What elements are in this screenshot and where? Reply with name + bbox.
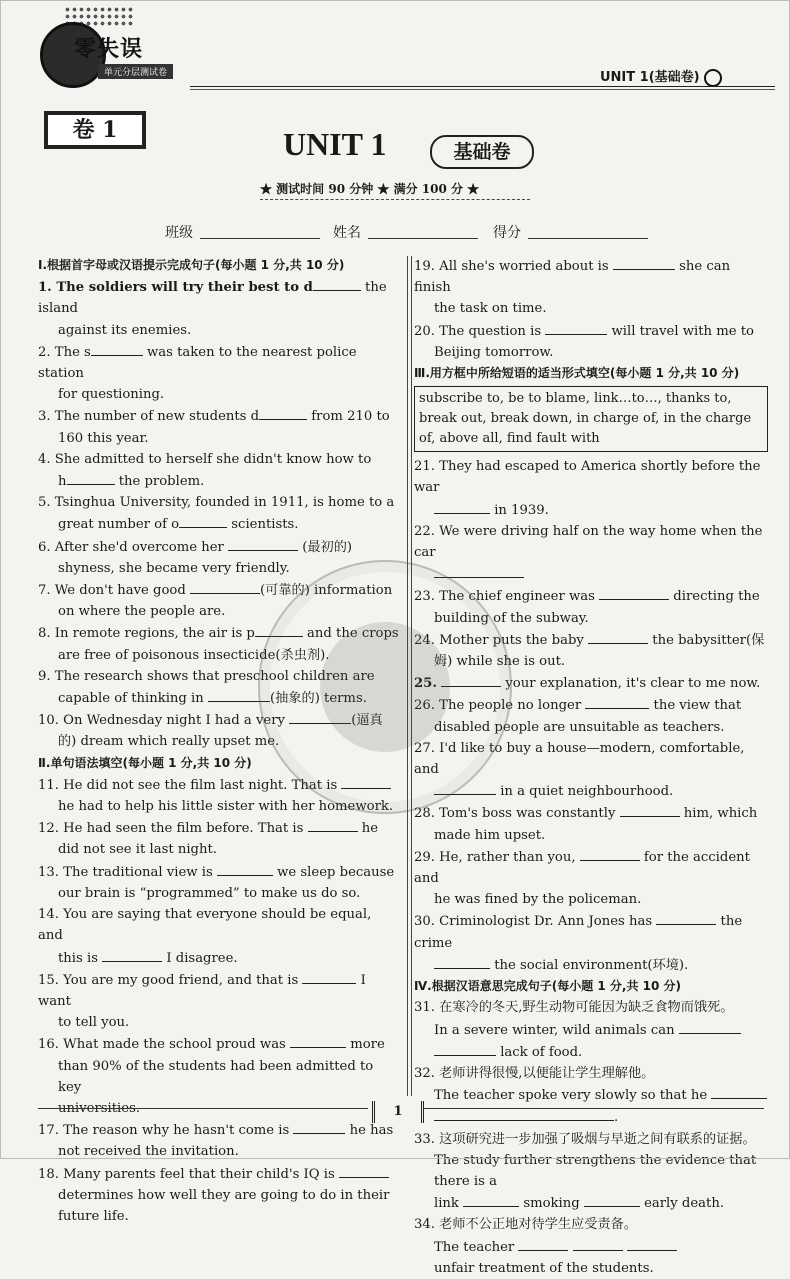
question-7-cont: on where the people are. [58, 604, 226, 620]
question-8: 8. In remote regions, the air is p and the crops [38, 622, 400, 644]
question-33-cont2: link smoking early death. [414, 1192, 768, 1214]
question-2: 2. The s was taken to the nearest police station [38, 341, 400, 384]
question-32-cont2: . [414, 1106, 768, 1128]
answer-blank[interactable] [620, 802, 680, 817]
question-9: 9. The research shows that preschool children are [38, 668, 375, 684]
answer-blank[interactable] [679, 1019, 741, 1034]
question-14-cont: this is I disagree. [38, 947, 400, 969]
test-info: ★ 测试时间 90 分钟 ★ 满分 100 分 ★ [260, 182, 480, 196]
logo-subtitle: 单元分层测试卷 [98, 64, 173, 79]
answer-blank[interactable] [434, 1041, 496, 1056]
question-30-cont: the social environment(环境). [414, 954, 768, 976]
question-12: 12. He had seen the film before. That is he [38, 817, 400, 839]
question-31-cont2: lack of food. [414, 1041, 768, 1063]
answer-blank[interactable] [656, 910, 716, 925]
question-17: 17. The reason why he hasn't come is he has [38, 1119, 400, 1141]
answer-blank[interactable] [441, 672, 501, 687]
question-22-cont [414, 563, 768, 585]
section-3-heading: Ⅲ.用方框中所给短语的适当形式填空(每小题 1 分,共 10 分) [414, 366, 740, 381]
answer-blank[interactable] [627, 1236, 677, 1251]
question-10: 10. On Wednesday night I had a very (逼真 [38, 709, 400, 731]
answer-blank[interactable] [259, 405, 307, 420]
question-13: 13. The traditional view is we sleep because [38, 861, 400, 883]
header-rule-thin [190, 89, 775, 90]
question-14: 14. You are saying that everyone should be equal, and [38, 907, 372, 944]
question-1: 1. The soldiers will try their best to d the island [38, 276, 400, 319]
question-13-cont: our brain is “programmed” to make us do so. [58, 885, 361, 901]
question-20: 20. The question is will travel with me to [414, 320, 768, 342]
question-28-cont: made him upset. [434, 827, 546, 843]
answer-blank[interactable] [102, 947, 162, 962]
question-33-cont: The study further strengthens the evidence that there is a [434, 1152, 757, 1189]
question-19-cont: the task on time. [434, 301, 547, 317]
question-22: 22. We were driving half on the way home when the car [414, 523, 763, 561]
question-29-cont: he was fined by the policeman. [434, 892, 642, 908]
answer-blank[interactable] [208, 687, 270, 702]
question-3: 3. The number of new students d from 210 to [38, 405, 400, 427]
left-column [38, 255, 400, 1227]
answer-blank[interactable] [599, 585, 669, 600]
answer-blank[interactable] [545, 320, 607, 335]
answer-blank[interactable] [190, 579, 260, 594]
question-32: 32. 老师讲得很慢,以便能让学生理解他。 [414, 1065, 655, 1081]
question-30: 30. Criminologist Dr. Ann Jones has the crime [414, 910, 768, 953]
answer-blank[interactable] [308, 817, 358, 832]
footer-rule-left [38, 1108, 368, 1109]
answer-blank[interactable] [434, 499, 490, 514]
question-31-cont: In a severe winter, wild animals can [414, 1019, 768, 1041]
answer-blank[interactable] [573, 1236, 623, 1251]
question-17-cont: not received the invitation. [58, 1144, 239, 1160]
running-header [600, 66, 722, 87]
running-header-text: UNIT 1(基础卷) [600, 70, 700, 85]
question-7: 7. We don't have good (可靠的) information [38, 579, 400, 601]
question-27: 27. I'd like to buy a house—modern, comfortable, and [414, 740, 745, 778]
question-27-cont: in a quiet neighbourhood. [414, 780, 768, 802]
answer-blank[interactable] [613, 255, 675, 270]
question-34-cont2: unfair treatment of the students. [434, 1260, 654, 1276]
answer-blank[interactable] [585, 694, 649, 709]
question-6: 6. After she'd overcome her (最初的) [38, 536, 400, 558]
question-8-cont: are free of poisonous insecticide(杀虫剂). [58, 647, 330, 663]
page-number: 1 [372, 1101, 424, 1123]
volume-label: 卷 1 [44, 111, 146, 149]
question-4-cont: h the problem. [38, 470, 400, 492]
question-32-cont: The teacher spoke very slowly so that he [414, 1084, 768, 1106]
unit-badge: 基础卷 [430, 135, 534, 169]
answer-blank[interactable] [67, 470, 115, 485]
answer-blank[interactable] [711, 1084, 767, 1099]
question-26-cont: disabled people are unsuitable as teachers. [434, 719, 725, 735]
question-24: 24. Mother puts the baby the babysitter(保 [414, 629, 768, 651]
section-1-heading: Ⅰ.根据首字母或汉语提示完成句子(每小题 1 分,共 10 分) [38, 258, 345, 272]
answer-blank[interactable] [434, 954, 490, 969]
right-column [414, 255, 768, 1279]
question-1-cont: against its enemies. [58, 322, 192, 338]
answer-blank[interactable] [289, 709, 351, 724]
question-16: 16. What made the school proud was more [38, 1033, 400, 1055]
question-9-cont: capable of thinking in (抽象的) terms. [38, 687, 400, 709]
answer-blank[interactable] [228, 536, 298, 551]
class-label: 班级 [165, 225, 193, 241]
name-label: 姓名 [333, 225, 361, 241]
question-29: 29. He, rather than you, for the accident and [414, 846, 768, 889]
class-field[interactable] [200, 238, 320, 239]
answer-blank[interactable] [179, 513, 227, 528]
publisher-logo [40, 6, 190, 98]
question-23: 23. The chief engineer was directing the [414, 585, 768, 607]
answer-blank[interactable] [584, 1192, 640, 1207]
question-20-cont: Beijing tomorrow. [434, 344, 554, 360]
question-34: 34. 老师不公正地对待学生应受责备。 [414, 1217, 637, 1233]
question-18-cont2: future life. [58, 1208, 129, 1224]
question-19: 19. All she's worried about is she can finish [414, 255, 768, 298]
question-21: 21. They had escaped to America shortly before the war [414, 459, 761, 496]
question-33: 33. 这项研究进一步加强了吸烟与早逝之间有联系的证据。 [414, 1131, 756, 1147]
answer-blank[interactable] [302, 969, 356, 984]
question-34-cont: The teacher [414, 1236, 768, 1258]
question-15-cont: to tell you. [58, 1015, 130, 1031]
section-4-heading: Ⅳ.根据汉语意思完成句子(每小题 1 分,共 10 分) [414, 979, 682, 994]
answer-blank[interactable] [91, 341, 143, 356]
footer-rule-right [424, 1108, 764, 1109]
dashed-divider [260, 199, 530, 200]
question-4: 4. She admitted to herself she didn't know how to [38, 451, 372, 467]
question-26: 26. The people no longer the view that [414, 694, 768, 716]
question-31: 31. 在寒冷的冬天,野生动物可能因为缺乏食物而饿死。 [414, 1000, 734, 1016]
score-label: 得分 [493, 225, 521, 241]
question-18-cont: determines how well they are going to do in their [58, 1187, 390, 1203]
question-24-cont: 姆) while she is out. [434, 654, 566, 670]
answer-blank[interactable] [580, 846, 640, 861]
score-field[interactable] [528, 238, 648, 239]
ring-icon [704, 69, 722, 87]
question-23-cont: building of the subway. [434, 610, 589, 626]
name-field[interactable] [368, 238, 478, 239]
answer-blank[interactable] [255, 622, 303, 637]
question-5: 5. Tsinghua University, founded in 1911, is home to a [38, 495, 395, 511]
answer-blank[interactable] [434, 563, 524, 578]
question-18: 18. Many parents feel that their child's IQ is [38, 1163, 400, 1185]
question-28: 28. Tom's boss was constantly him, which [414, 802, 768, 824]
question-11-cont: he had to help his little sister with her homework. [58, 799, 394, 815]
section-2-heading: Ⅱ.单句语法填空(每小题 1 分,共 10 分) [38, 755, 252, 770]
answer-blank[interactable] [518, 1236, 568, 1251]
question-2-cont: for questioning. [58, 387, 165, 403]
header-rule [190, 86, 775, 87]
question-16-cont: than 90% of the students had been admitted to key [58, 1058, 374, 1095]
question-15: 15. You are my good friend, and that is I want [38, 969, 400, 1012]
answer-blank[interactable] [290, 1033, 346, 1048]
answer-blank[interactable] [434, 780, 496, 795]
answer-blank[interactable] [588, 629, 648, 644]
question-12-cont: did not see it last night. [58, 842, 217, 858]
question-3-cont: 160 this year. [58, 430, 149, 446]
column-divider [407, 256, 412, 1096]
question-10-cont: 的) dream which really upset me. [58, 734, 280, 750]
question-21-cont: in 1939. [414, 499, 768, 521]
question-6-cont: shyness, she became very friendly. [58, 560, 290, 576]
question-16-cont2: universities. [58, 1100, 141, 1116]
question-11: 11. He did not see the film last night. That is [38, 774, 400, 796]
phrase-box: subscribe to, be to blame, link…to…, thanks to, break out, break down, in charge of, in the charge of, above all, find fault with [414, 386, 768, 452]
question-5-cont: great number of o scientists. [38, 513, 400, 535]
answer-blank[interactable] [293, 1119, 345, 1134]
logo-text: 零失误 [74, 37, 144, 62]
answer-blank[interactable] [313, 276, 361, 291]
answer-blank[interactable] [341, 774, 391, 789]
answer-blank[interactable] [463, 1192, 519, 1207]
unit-title: UNIT 1 [283, 126, 387, 162]
answer-blank[interactable] [217, 861, 273, 876]
answer-blank[interactable] [339, 1163, 389, 1178]
question-25: 25. your explanation, it's clear to me now. [414, 672, 768, 694]
